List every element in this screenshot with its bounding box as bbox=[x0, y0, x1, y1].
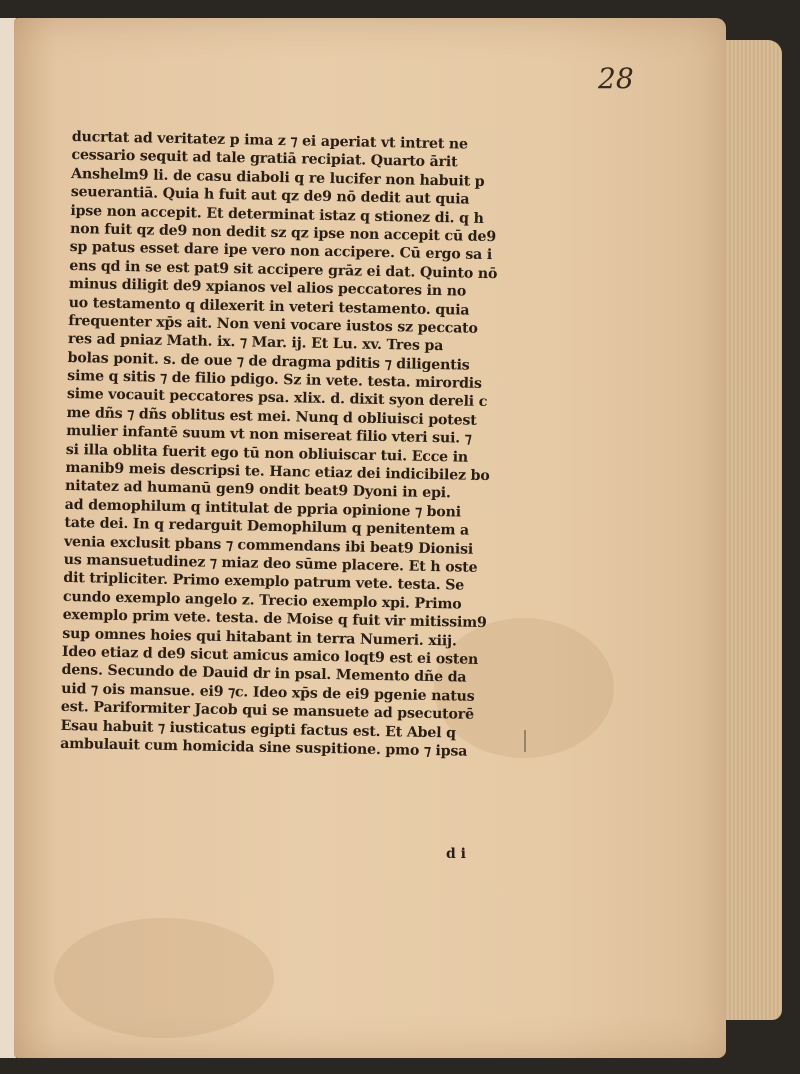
text-line: sp patus esset dare ipe vero non accipere. Cū ergo sa i bbox=[69, 239, 493, 264]
text-line: ipse non accepit. Et determinat istaz q stionez di. q h bbox=[70, 202, 484, 227]
text-line: si illa oblita fuerit ego tū non obliuiscar tui. Ecce in bbox=[65, 441, 469, 466]
text-line: mulier infantē suum vt non misereat filio vteri sui. ⁊ bbox=[66, 423, 472, 447]
text-line: cundo exemplo angelo z. Trecio exemplo xpi. Primo bbox=[62, 588, 462, 613]
margin-mark bbox=[524, 730, 526, 752]
text-line: est. Pariformiter Jacob qui se mansuete ad psecutorē bbox=[60, 699, 475, 723]
text-line: ens qd in se est pat9 sit accipere grāz ei dat. Quinto nō bbox=[69, 257, 498, 282]
text-line: me dñs ⁊ dñs oblitus est mei. Nunq d obliuisci potest bbox=[66, 404, 477, 429]
text-line: dens. Secundo de Dauid dr in psal. Memento dñe da bbox=[61, 662, 467, 686]
text-line: bolas ponit. s. de oue ⁊ de dragma pditis ⁊ diligentis bbox=[67, 349, 470, 374]
text-line: manib9 meis descripsi te. Hanc etiaz dei indicibilez bo bbox=[65, 459, 490, 485]
paper-stain bbox=[54, 918, 274, 1038]
text-line: us mansuetudinez ⁊ miaz deo sūme placere. Et h oste bbox=[63, 551, 478, 576]
text-line: exemplo prim vete. testa. de Moise q fuit vir mitissim9 bbox=[62, 607, 487, 632]
text-line: minus diligit de9 xpianos vel alios peccatores in no bbox=[68, 276, 467, 300]
text-line: non fuit qz de9 non dedit sz qz ipse non accepit cū de9 bbox=[69, 220, 497, 246]
text-line: sime vocauit peccatores psa. xlix. d. dixit syon dereli c bbox=[66, 386, 488, 411]
text-line: frequenter xp̄s ait. Non veni vocare iustos sz peccato bbox=[68, 312, 478, 337]
text-line: nitatez ad humanū gen9 ondit beat9 Dyoni in epi. bbox=[64, 478, 451, 502]
text-line: sime q sitis ⁊ de filio pdigo. Sz in vete. testa. mirordis bbox=[67, 368, 482, 392]
text-line: dit tripliciter. Primo exemplo patrum vete. testa. Se bbox=[63, 570, 465, 594]
text-line: res ad pniaz Math. ix. ⁊ Mar. ij. Et Lu. xv. Tres pa bbox=[67, 331, 444, 355]
text-line: sup omnes hoies qui hitabant in terra Numeri. xiij. bbox=[62, 625, 457, 650]
text-line: cessario sequit ad tale gratiā recipiat. Quarto ārit bbox=[71, 147, 458, 171]
text-line: ambulauit cum homicida sine suspitione. pmo ⁊ ipsa bbox=[60, 735, 468, 760]
text-line: Ideo etiaz d de9 sicut amicus amico loqt9 est ei osten bbox=[61, 643, 479, 668]
text-line: Esau habuit ⁊ iusticatus egipti factus est. Et Abel q bbox=[60, 717, 456, 741]
text-block bbox=[60, 128, 512, 762]
text-line: uo testamento q dilexerit in veteri testamento. quia bbox=[68, 294, 470, 319]
text-line: ducrtat ad veritatez p ima z ⁊ ei aperiat vt intret ne bbox=[71, 128, 468, 153]
signature-mark: d i bbox=[446, 846, 466, 862]
text-line: ad demophilum q intitulat de ppria opinione ⁊ boni bbox=[64, 496, 462, 521]
folio-number: 28 bbox=[598, 62, 634, 95]
text-line: uid ⁊ ois mansue. ei9 ⁊c. Ideo xp̄s de ei9 pgenie natus bbox=[61, 680, 475, 705]
page-edges bbox=[722, 40, 782, 1020]
text-line: venia exclusit pbans ⁊ commendans ibi beat9 Dionisi bbox=[63, 533, 474, 558]
text-line: tate dei. In q redarguit Demophilum q penitentem a bbox=[64, 515, 470, 539]
text-line: Anshelm9 li. de casu diaboli q re lucifer non habuit p bbox=[70, 165, 485, 190]
text-line: seuerantiā. Quia h fuit aut qz de9 nō dedit aut quia bbox=[70, 184, 470, 208]
